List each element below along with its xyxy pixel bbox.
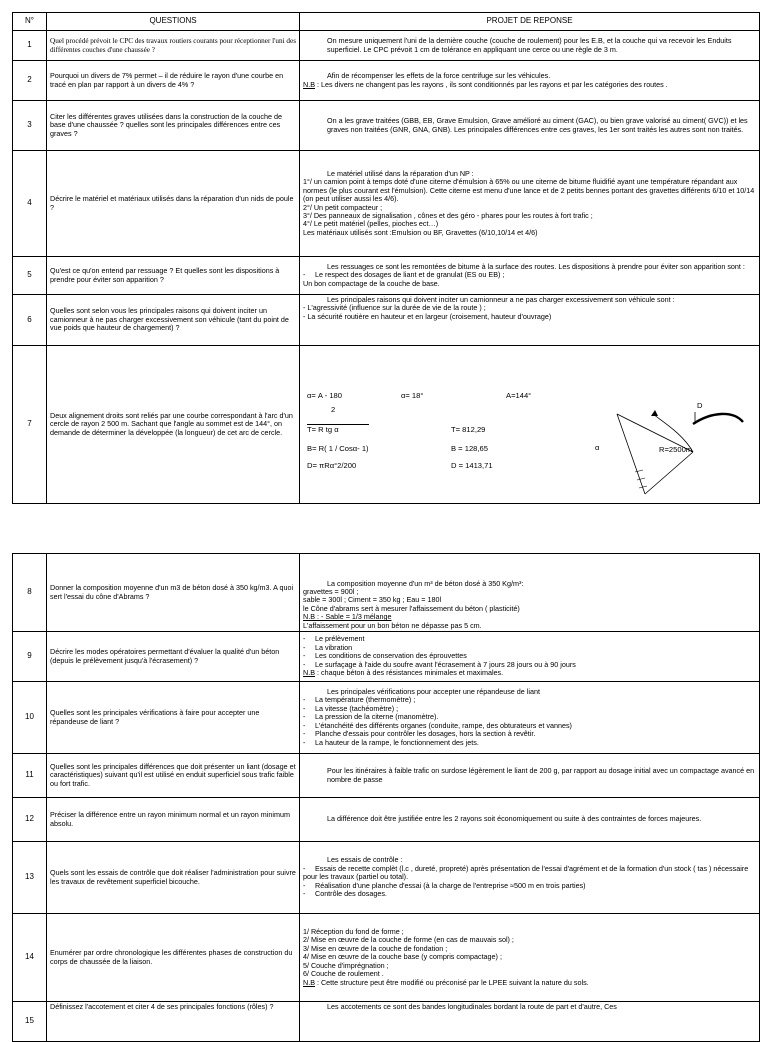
header-answers: PROJET DE REPONSE — [300, 13, 760, 31]
answer-line: - Les conditions de conservation des éprouvettes — [303, 652, 756, 660]
answer-cell — [300, 1002, 760, 1042]
question-cell: Quels sont les essais de contrôle que doit réaliser l'administration pour suivre les travaux de revêtement superficiel bicouche. — [47, 842, 300, 914]
question-cell: Définissez l'accotement et citer 4 de ses principales fonctions (rôles) ? — [47, 1002, 300, 1042]
table-row — [13, 295, 760, 346]
answer-line: - Le prélèvement — [303, 635, 756, 643]
answer-cell — [300, 101, 760, 151]
arrow-head — [651, 410, 658, 416]
answer-line: - Le respect des dosages de liant et de granulat (ES ou EB) ; — [303, 271, 756, 279]
answer-line: La différence doit être justifiée entre les 2 rayons soit économiquement ou suite à des contraintes de forces majeures. — [327, 814, 702, 824]
row-number: 15 — [13, 1002, 47, 1042]
row-number: 13 — [13, 842, 47, 914]
answer-line: - La sécurité routière en hauteur et en largeur (croisement, hauteur d'ouvrage) — [303, 311, 552, 321]
table-row — [13, 101, 760, 151]
t-formula: T= R tg α — [307, 424, 339, 434]
table-row — [13, 914, 760, 1002]
answer-line: 1/ Réception du fond de forme ; — [303, 927, 404, 937]
answer-line: - Réalisation d'une planche d'essai (à la charge de l'entreprise ≈500 m en trois parties) — [303, 882, 756, 890]
answer-cell — [300, 632, 760, 682]
questions-table-1 — [12, 12, 760, 504]
answer-line: Les ressuages ce sont les remontées de bitume à la surface des routes. Les dispositions à prendre pour éviter son apparition sont : — [327, 261, 745, 271]
calculation-area — [303, 350, 756, 500]
answer-line: 5/ Couche d'imprégnation ; — [303, 960, 389, 970]
answer-cell — [300, 554, 760, 632]
table-row — [13, 798, 760, 842]
hatch-marks — [635, 470, 647, 488]
table-row — [13, 554, 760, 632]
question-cell: Quelles sont les principales vérifications à faire pour accepter une répandeuse de liant ? — [47, 682, 300, 754]
table-row — [13, 754, 760, 798]
alpha-value: α= 18° — [401, 390, 424, 400]
row-number: 1 — [13, 31, 47, 61]
header-row — [13, 13, 760, 31]
answer-line: sable = 300l ; Ciment = 350 kg ; Eau = 180l — [303, 595, 442, 605]
answer-line: N.B : Cette structure peut être modifié ou préconisé par le LPEE suivant la nature du sols. — [303, 977, 589, 987]
table-row — [13, 842, 760, 914]
answer-line: Un bon compactage de la couche de base. — [303, 278, 440, 288]
answer-cell — [300, 257, 760, 295]
answer-cell — [300, 31, 760, 61]
question-cell: Pourquoi un divers de 7% permet – il de réduire le rayon d'une courbe en tracé en plan par rapport à un divers de 4% ? — [47, 61, 300, 101]
row-number: 7 — [13, 346, 47, 504]
answer-line: - La vibration — [303, 644, 756, 652]
table-row — [13, 61, 760, 101]
answer-line: 4°/ Le petit matériel (pelles, pioches ect…) — [303, 219, 439, 229]
question-cell: Citer les différentes graves utilisées dans la construction de la couche de base d'une chaussée ? quelles sont les principales différences entre ces graves ? — [47, 101, 300, 151]
answer-line: - La hauteur de la rampe, le fonctionnement des jets. — [303, 739, 756, 747]
answer-cell — [300, 682, 760, 754]
answer-line: - Planche d'essais pour contrôler les dosages, hors la section à revêtir. — [303, 730, 756, 738]
a-value: A=144° — [506, 390, 532, 400]
question-cell: Donner la composition moyenne d'un m3 de béton dosé à 350 kg/m3. A quoi sert l'essai du cône d'Abrams ? — [47, 554, 300, 632]
answer-line: On mesure uniquement l'uni de la dernière couche (couche de roulement) pour les E.B, et la couche qui va recevoir les Enduits superficiel. Le CPC prévoit 1 cm de tolérance en appliquant une cerce ou une règle de 3 m. — [327, 36, 732, 54]
b-formula: B= R( 1 / Cosα- 1) — [307, 443, 369, 453]
table-row — [13, 632, 760, 682]
answer-line: gravettes = 900l ; — [303, 586, 359, 596]
table-row — [13, 1002, 760, 1042]
row-number: 14 — [13, 914, 47, 1002]
curve-diagram — [593, 394, 753, 498]
answer-line: Les essais de contrôle : — [327, 855, 403, 865]
alpha-formula: α= A - 180 — [307, 390, 342, 400]
answer-line: 1°/ un camion point à temps doté d'une citerne d'émulsion à 65% ou une citerne de bitume fluidifié ayant une température répandant aux normes (le plus courant est l'émulsion). Cette citerne est menu d'une lance et de 2 petits bennes portant des gravettes différents 6/10 et 10/14 (on peut utiliser aussi les 4/6). — [303, 177, 755, 204]
answer-line: N.B : - Sable = 1/3 mélange — [303, 612, 392, 622]
figure-radius-label: R=2500m — [659, 444, 693, 454]
row-number: 3 — [13, 101, 47, 151]
question-cell: Décrire le matériel et matériaux utilisés dans la réparation d'un nids de poule ? — [47, 151, 300, 257]
question-cell: Enumérer par ordre chronologique les différentes phases de construction du corps de chaussée de la liaison. — [47, 914, 300, 1002]
answer-cell — [300, 842, 760, 914]
radius-line — [645, 452, 693, 494]
answer-line: - Essais de recette complèt (l.c , dureté, propreté) après présentation de l'essai d'agrément et de la formation d'un stock ( tas ) nécessaire pour les travaux (partiel ou total). — [303, 865, 756, 882]
question-cell: Quel procédé prévoit le CPC des travaux routiers courants pour réceptionner l'uni des différentes couches d'une chaussée ? — [47, 31, 300, 61]
answer-cell — [300, 754, 760, 798]
answer-line: Pour les itinéraires à faible trafic on surdose légèrement le liant de 200 g, par rapport au dosage initial avec un compactage avancé en nombre de passe — [327, 766, 755, 784]
b-value: B = 128,65 — [451, 443, 488, 453]
d-formula: D= πRα°2/200 — [307, 460, 357, 470]
answer-cell — [300, 295, 760, 346]
answer-line: 2/ Mise en œuvre de la couche de forme (en cas de mauvais sol) ; — [303, 935, 514, 945]
table-row — [13, 151, 760, 257]
answer-line: N.B : chaque béton à des résistances minimales et maximales. — [303, 668, 504, 678]
row-number: 12 — [13, 798, 47, 842]
answer-cell — [300, 798, 760, 842]
table-row — [13, 31, 760, 61]
answer-line: - La température (thermomètre) ; — [303, 696, 756, 704]
row-number: 2 — [13, 61, 47, 101]
answer-cell — [300, 61, 760, 101]
answer-line: - L'agressivité (influence sur la durée de vie de la route ) ; — [303, 303, 486, 313]
questions-table-2 — [12, 553, 760, 1042]
row-number: 10 — [13, 682, 47, 754]
calculation-cell — [300, 346, 760, 504]
answer-line: - Contrôle des dosages. — [303, 890, 756, 898]
row-number: 4 — [13, 151, 47, 257]
answer-cell — [300, 151, 760, 257]
answer-line: Le matériel utilisé dans la réparation d'un NP : — [327, 168, 474, 178]
d-value: D = 1413,71 — [451, 460, 493, 470]
figure-alpha-label: α — [595, 442, 600, 452]
answer-line: - L'étanchéité des différents organes (conduite, rampe, des obturateurs et vannes) — [303, 722, 756, 730]
answer-line: Les principales raisons qui doivent inciter un camionneur a ne pas charger excessivement son véhicule sont : — [327, 295, 675, 304]
answer-line: Les accotements ce sont des bandes longitudinales bordant la route de part et d'autre, Ces — [327, 1002, 617, 1011]
figure-d-label: D — [697, 400, 703, 410]
row-number: 9 — [13, 632, 47, 682]
answer-line: On a les grave traitées (GBB, EB, Grave Emulsion, Grave amélioré au ciment (GAC), ou bien grave valorisé au ciment( GVC)) et les graves non traitées (GNR, GNA, GNB). Les principales différences entre ces graves, les 1er sont traités les autres sont non traités. — [327, 116, 748, 134]
answer-line: La composition moyenne d'un m³ de béton dosé à 350 Kg/m³: — [327, 578, 524, 588]
answer-line: le Cône d'abrams sert à mesurer l'affaissement du béton ( plasticité) — [303, 603, 520, 613]
answer-line: Les matériaux utilisés sont :Emulsion ou BF, Gravettes (6/10,10/14 et 4/6) — [303, 227, 538, 237]
answer-line: 3°/ Des panneaux de signalisation , cônes et des géro - phares pour les routes à fort trafic ; — [303, 210, 593, 220]
question-cell: Quelles sont selon vous les principales raisons qui doivent inciter un camionneur à ne pas charger excessivement son véhicule (tant du point de vue poids que hauteur de chargement) ? — [47, 295, 300, 346]
t-value: T= 812,29 — [451, 424, 486, 434]
row-number: 11 — [13, 754, 47, 798]
answer-line: 4/ Mise en œuvre de la couche base (y compris compactage) ; — [303, 952, 502, 962]
header-questions: QUESTIONS — [47, 13, 300, 31]
question-cell: Quelles sont les principales différences que doit présenter un liant (dosage et caractéristiques) suivant qu'il est utilisé en enduit superficiel sous trafic faible ou fort trafic. — [47, 754, 300, 798]
answer-line: - La vitesse (tachéomètre) ; — [303, 705, 756, 713]
row-number: 6 — [13, 295, 47, 346]
answer-line: 3/ Mise en œuvre de la couche de fondation ; — [303, 943, 448, 953]
row-number: 8 — [13, 554, 47, 632]
header-number: N° — [13, 13, 47, 31]
answer-line: 6/ Couche de roulement . — [303, 969, 384, 979]
answer-line: N.B : Les divers ne changent pas les rayons , ils sont conditionnés par les rayons et par les catégories des routes . — [303, 79, 668, 89]
table-row — [13, 682, 760, 754]
question-cell: Qu'est ce qu'on entend par ressuage ? Et quelles sont les dispositions à prendre pour éviter son apparition ? — [47, 257, 300, 295]
answer-line: Les principales vérifications pour accepter une répandeuse de liant — [327, 687, 540, 697]
answer-cell — [300, 914, 760, 1002]
table-row — [13, 257, 760, 295]
answer-line: 2°/ Un petit compacteur ; — [303, 202, 383, 212]
answer-line: - Le surfaçage à l'aide du soufre avant l'écrasement à 7 jours 28 jours ou à 90 jours — [303, 661, 756, 669]
table-row — [13, 346, 760, 504]
row-number: 5 — [13, 257, 47, 295]
question-cell: Préciser la différence entre un rayon minimum normal et un rayon minimum absolu. — [47, 798, 300, 842]
answer-line: - La pression de la citerne (manomètre). — [303, 713, 756, 721]
curve-arc — [693, 413, 743, 423]
question-cell: Décrire les modes opératoires permettant d'évaluer la qualité d'un béton (depuis le prélèvement jusqu'à l'écrasement) ? — [47, 632, 300, 682]
question-cell: Deux alignement droits sont reliés par une courbe correspondant à l'arc d'un cercle de rayon 2 500 m. Sachant que l'angle au sommet est de 144°, on demande de déterminer la développée (la longueur) de cet arc de cercle. — [47, 346, 300, 504]
answer-line: L'affaissement pour un bon béton ne dépasse pas 5 cm. — [303, 620, 482, 630]
alpha-denominator: 2 — [331, 404, 336, 414]
answer-line: Afin de récompenser les effets de la force centrifuge sur les véhicules. — [327, 71, 551, 81]
